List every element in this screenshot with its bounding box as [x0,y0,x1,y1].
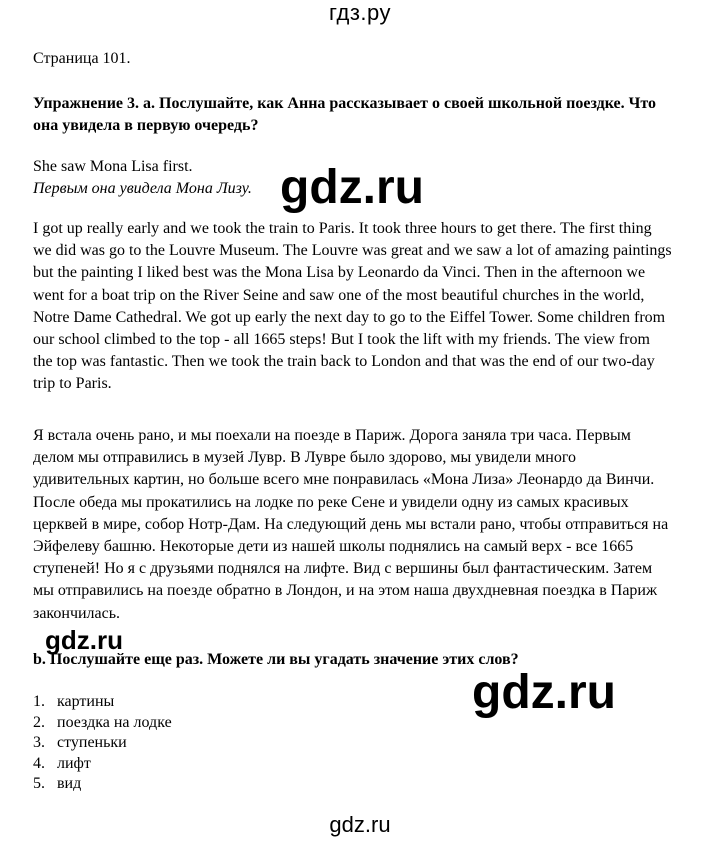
item-word: вид [57,775,82,792]
text-english: I got up really early and we took the train to Paris. It took three hours to get there. The first thing we did was go to the Louvre Museum. The Louvre was great and we saw a lot of amazing paintings but the painting I liked best was the Mona Lisa by Leonardo da Vinci. Then in the afternoon we went for a boat trip on the River Seine and saw one of the most beautiful churches in the world, Notre Dame Cathedral. We got up early the next day to go to the Eiffel Tower. Some children from our school climbed to the top - all 1665 steps! But I took the lift with my friends. The view from the top was fantastic. Then we took the train back to London and that was the end of our two-day trip to Paris. [33,220,672,393]
site-header: гдз.ру [328,0,392,25]
watermark: gdz.ru [45,625,123,655]
page-number: Страница 101. [33,50,131,67]
item-number: 4. [33,754,45,772]
item-number: 5. [33,775,45,792]
item-word: ступеньки [57,734,127,751]
list-item [33,774,172,795]
text-russian: Я встала очень рано, и мы поехали на поезде в Париж. Дорога заняла три часа. Первым делом мы отправились в музей Лувр. В Лувре было здорово, мы увидели много удивительных картин, но больше всего мне понравилась «Мона Лиза» Леонардо да Винчи. После обеда мы прокатились на лодке по реке Сене и увидели одну из самых красивых церквей в мире, собор Нотр-Дам. На следующий день мы встали рано, чтобы отправиться на Эйфелеву башню. Некоторые дети из нашей школы поднялись на самый верх - все 1665 ступеней! Но я с друзьями поднялся на лифте. Вид с вершины был фантастическим. Затем мы отправились на поезде обратно в Лондон, и на этом наша двухдневная поездка в Париж закончилась. [33,427,669,622]
item-number: 3. [33,734,45,751]
list-item [33,692,172,713]
item-number: 1. [33,693,45,710]
answer-block [33,156,252,200]
item-word: картины [57,693,115,710]
list-item [33,754,172,775]
item-word: лифт [57,754,91,772]
watermark: gdz.ru [472,666,616,719]
list-item [33,733,172,754]
vocab-list [33,692,172,795]
answer-english: She saw Mona Lisa first. [33,158,193,175]
list-item [33,713,172,734]
answer-russian: Первым она увидела Мона Лизу. [33,180,252,197]
watermark-footer: gdz.ru [329,812,391,837]
item-word: поездка на лодке [57,713,172,731]
exercise-b-title: b. Послушайте еще раз. Можете ли вы угадать значение этих слов? [33,651,519,668]
exercise-title: Упражнение 3. a. Послушайте, как Анна рассказывает о своей школьной поездке. Что она увидела в первую очередь? [33,95,657,134]
watermark: gdz.ru [280,161,424,214]
item-number: 2. [33,713,45,731]
